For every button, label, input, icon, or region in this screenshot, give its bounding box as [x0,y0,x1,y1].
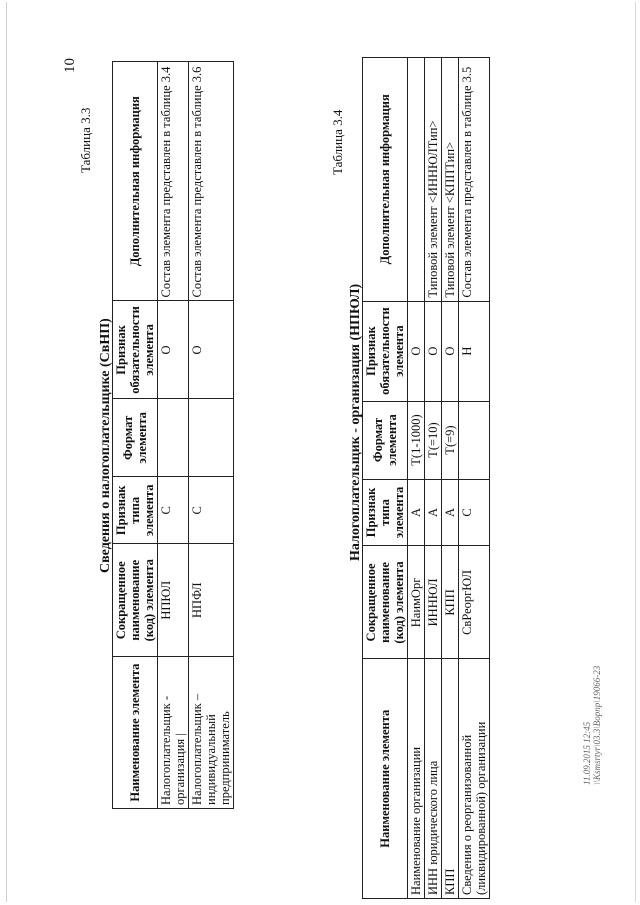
stamp-line-1: 11.09.2015 12:45 [582,721,592,785]
table1-header-info: Дополнительная информация [113,62,158,301]
cell-code: НПЮЛ [158,544,189,657]
cell-format [158,399,189,477]
table1 [112,61,234,809]
table1-title: Сведения о налогоплательщике (СвНП) [98,318,113,573]
cell-required: О [158,301,189,399]
cell-code: ИННЮЛ [425,546,442,659]
cell-type: А [425,479,442,546]
cell-type: А [408,479,425,546]
table2-header-row [363,58,408,899]
cell-info: Состав элемента представлен в таблице 3.5 [459,58,490,302]
cell-type: А [442,479,459,546]
cell-info: Типовой элемент <ИННЮЛТип> [425,58,442,302]
table2 [362,57,490,899]
stamp-line-2: \\Ksmsrtyr\03.3\Ворпр\19066-23 [592,665,602,785]
cell-name: ИНН юридического лица [425,659,442,899]
cell-required: Н [459,301,490,401]
cell-format: T(1-1000) [408,401,425,479]
table1-header-row [113,62,158,809]
table-row [459,58,490,899]
table2-header-info: Дополнительная информация [363,58,408,302]
cell-info [408,58,425,302]
table2-header-code: Сокращенное наименование (код) элемента [363,546,408,659]
table-row [442,58,459,899]
cell-name: Наименование организации [408,659,425,899]
table2-title: Налогоплательщик - организация (НПЮЛ) [348,283,363,561]
cell-type: С [189,477,234,544]
table-row [189,62,234,809]
table-row [425,58,442,899]
cell-name: Сведения о реорганизованной (ликвидированной) организации [459,659,490,899]
table2-caption: Таблица 3.4 [330,109,345,175]
table-row [158,62,189,809]
table1-caption: Таблица 3.3 [78,107,93,173]
cell-name: Налогоплательщик – индивидуальный предприниматель [189,657,234,809]
file-stamp [582,666,602,785]
table2-header-name: Наименование элемента [363,659,408,899]
table-row [408,58,425,899]
cell-name: Налогоплательщик - организация | [158,657,189,809]
table2-header-type: Признак типа элемента [363,479,408,546]
cell-format [459,401,490,479]
cell-info: Состав элемента представлен в таблице 3.4 [158,62,189,301]
cell-required: О [408,301,425,401]
cell-format: T(=9) [442,401,459,479]
cell-code: НПФЛ [189,544,234,657]
cell-name: КПП [442,659,459,899]
table1-header-code: Сокращенное наименование (код) элемента [113,544,158,657]
table2-header-required: Признак обязательности элемента [363,301,408,401]
cell-info: Состав элемента представлен в таблице 3.6 [189,62,234,301]
table2-header-format: Формат элемента [363,401,408,479]
cell-code: НаимОрг [408,546,425,659]
page-number: 10 [62,58,78,73]
cell-required: О [189,301,234,399]
cell-type: С [459,479,490,546]
table1-header-format: Формат элемента [113,399,158,477]
table1-header-name: Наименование элемента [113,657,158,809]
cell-required: О [425,301,442,401]
table1-header-type: Признак типа элемента [113,477,158,544]
cell-code: КПП [442,546,459,659]
cell-format: T(=10) [425,401,442,479]
cell-required: О [442,301,459,401]
cell-info: Типовой элемент <КППТип> [442,58,459,302]
cell-code: СвРеоргЮЛ [459,546,490,659]
table1-header-required: Признак обязательности элемента [113,301,158,399]
cell-format [189,399,234,477]
cell-type: С [158,477,189,544]
